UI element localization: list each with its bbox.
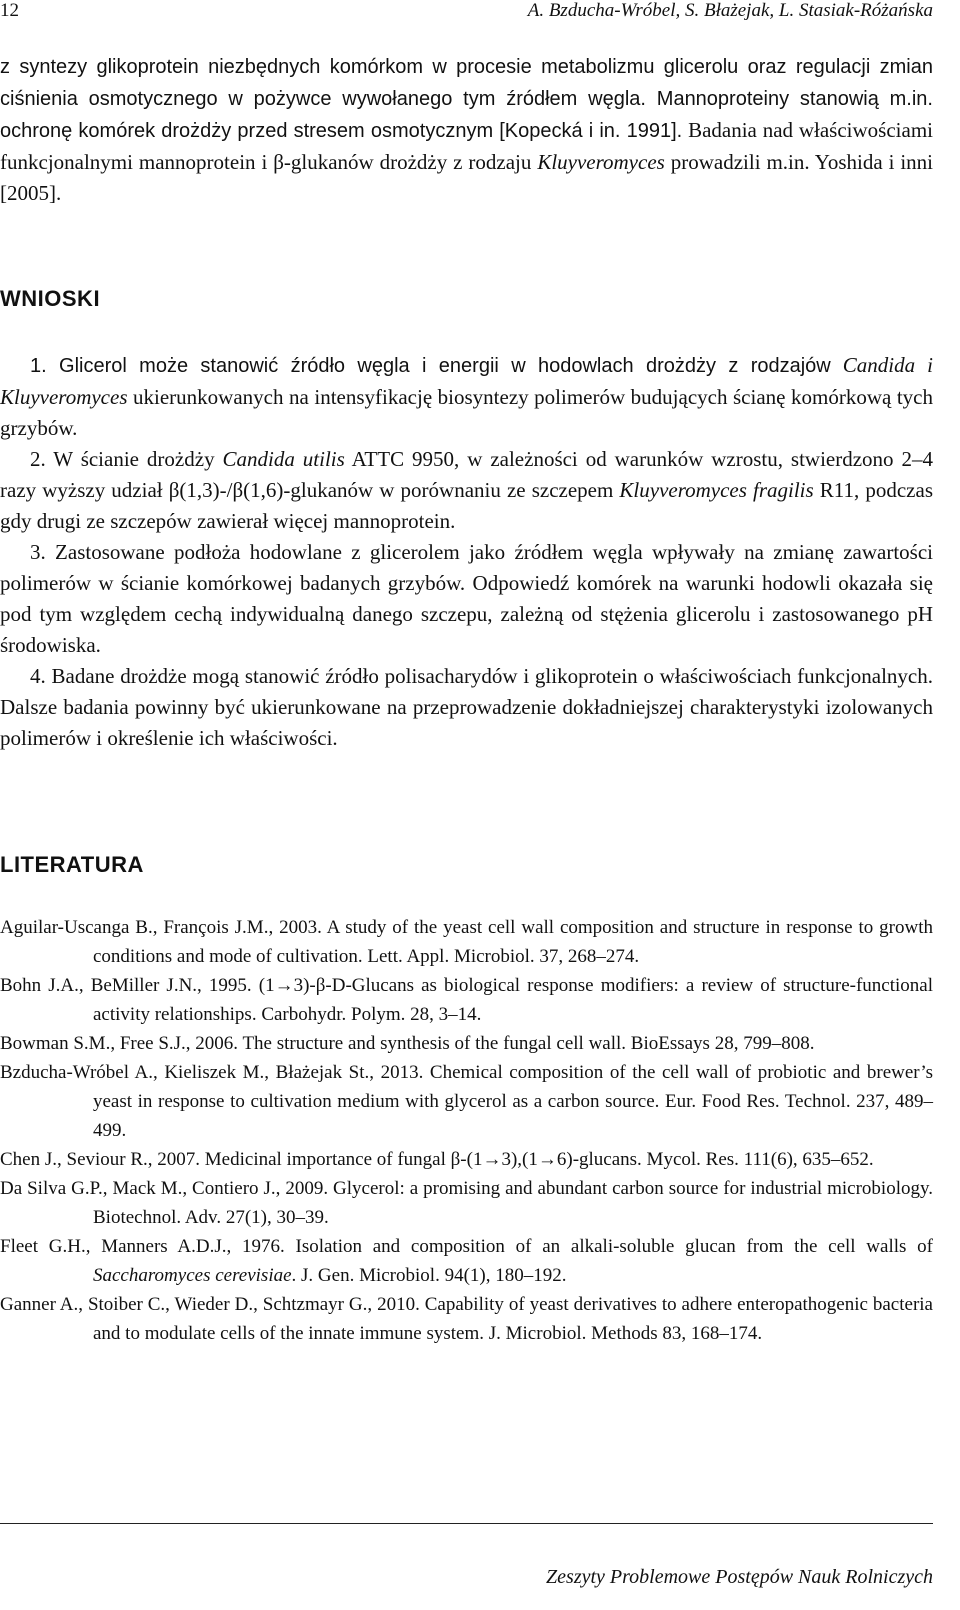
reference-item: Aguilar-Uscanga B., François J.M., 2003. A study of the yeast cell wall composition and structure in response to growth conditions and mode of cultivation. Lett. Appl. Microbiol. 37, 268–274. <box>0 917 933 967</box>
reference-7-b: . J. Gen. Microbiol. 94(1), 180–192. <box>291 1265 567 1286</box>
conclusion-2-a: 2. W ścianie drożdży <box>30 447 223 471</box>
reference-item: Bzducha-Wróbel A., Kieliszek M., Błażejak St., 2013. Chemical composition of the cell wall of probiotic and brewer’s yeast in response to cultivation medium with glycerol as a carbon source. Eur. Food Res. Technol. 237, 489–499. <box>0 1062 933 1141</box>
conclusions-list <box>0 350 933 754</box>
literature-heading: LITERATURA <box>0 852 144 877</box>
reference-7-a: Fleet G.H., Manners A.D.J., 1976. Isolation and composition of an alkali-soluble glucan from the cell walls of <box>0 1236 933 1257</box>
reference-list <box>0 913 933 1348</box>
conclusion-2-c: R11, podczas gdy drugi ze szczepów zawierał więcej mannoprotein. <box>0 478 933 533</box>
intro-sans-text: z syntezy glikoprotein niezbędnych komórkom w procesie metabolizmu glicerolu oraz regulacji zmian ciśnienia osmotycznego w pożywce wywołanego tym źródłem węgla. Mannoproteiny stanowią m.in. ochronę komórek drożdży przed stresem osmotycznym [Kopecká i in. 1991]. <box>0 56 933 142</box>
conclusion-2-b: ATTC 9950, w zależności od warunków wzrostu, stwierdzono 2–4 razy wyższy udział β(1,3)-/β(1,6)-glukanów w porównaniu ze szczepem <box>0 447 933 502</box>
reference-item: Bohn J.A., BeMiller J.N., 1995. (1→3)-β-D-Glucans as biological response modifiers: a review of structure-functional activity relationships. Carbohydr. Polym. 28, 3–14. <box>0 975 933 1025</box>
reference-item: Da Silva G.P., Mack M., Contiero J., 2009. Glycerol: a promising and abundant carbon source for industrial microbiology. Biotechnol. Adv. 27(1), 30–39. <box>0 1178 933 1228</box>
reference-item: Bowman S.M., Free S.J., 2006. The structure and synthesis of the fungal cell wall. BioEssays 28, 799–808. <box>0 1033 815 1054</box>
conclusion-1-italic: Candida i Kluyveromyces <box>0 353 933 409</box>
conclusion-item-4: 4. Badane drożdże mogą stanowić źródło polisacharydów i glikoprotein o właściwościach funkcjonalnych. Dalsze badania powinny być ukierunkowane na przeprowadzenie dokładniejszej charakterystyki izolowanych polimerów i określenie ich właściwości. <box>0 664 933 750</box>
intro-text <box>0 51 933 209</box>
conclusion-item-2 <box>0 444 933 537</box>
reference-7-italic: Saccharomyces cerevisiae <box>93 1265 292 1286</box>
conclusion-2-italic-1: Candida utilis <box>222 447 345 471</box>
intro-text-a: Badania nad właściwościami funkcjonalnymi mannoprotein i β-glukanów drożdży z rodzaju <box>0 118 933 174</box>
conclusion-item-1 <box>0 350 933 444</box>
intro-text-italic: Kluyveromyces <box>537 150 665 174</box>
journal-footer: Zeszyty Problemowe Postępów Nauk Rolniczych <box>546 1566 933 1588</box>
reference-item: Ganner A., Stoiber C., Wieder D., Schtzmayr G., 2010. Capability of yeast derivatives to adhere enteropathogenic bacteria and to modulate cells of the innate immune system. J. Microbiol. Methods 83, 168–174. <box>0 1294 933 1344</box>
conclusions-heading: WNIOSKI <box>0 286 101 311</box>
reference-item: Chen J., Seviour R., 2007. Medicinal importance of fungal β-(1→3),(1→6)-glucans. Mycol. Res. 111(6), 635–652. <box>0 1149 874 1170</box>
conclusion-2-italic-2: Kluyveromyces fragilis <box>619 478 814 502</box>
running-head: A. Bzducha-Wróbel, S. Błażejak, L. Stasiak-Różańska <box>527 0 933 21</box>
footer-divider <box>0 1523 933 1524</box>
conclusion-1-rest: ukierunkowanych na intensyfikację biosyntezy polimerów budujących ścianę komórkową tych grzybów. <box>0 385 933 440</box>
page-number: 12 <box>0 0 19 21</box>
conclusion-item-3: 3. Zastosowane podłoża hodowlane z glicerolem jako źródłem węgla wpływały na zmianę zawartości polimerów w ścianie komórkowej badanych grzybów. Odpowiedź komórek na warunki hodowli okazała się pod tym względem cechą indywidualną danego szczepu, zależną od stężenia glicerolu i zastosowanego pH środowiska. <box>0 540 933 657</box>
conclusion-1-sans: 1. Glicerol może stanowić źródło węgla i energii w hodowlach drożdży z rodzajów <box>30 355 831 377</box>
page-header <box>0 0 933 26</box>
reference-item <box>0 1232 933 1290</box>
intro-text-b: prowadzili m.in. Yoshida i inni [2005]. <box>0 150 933 205</box>
intro-paragraph <box>0 51 933 209</box>
